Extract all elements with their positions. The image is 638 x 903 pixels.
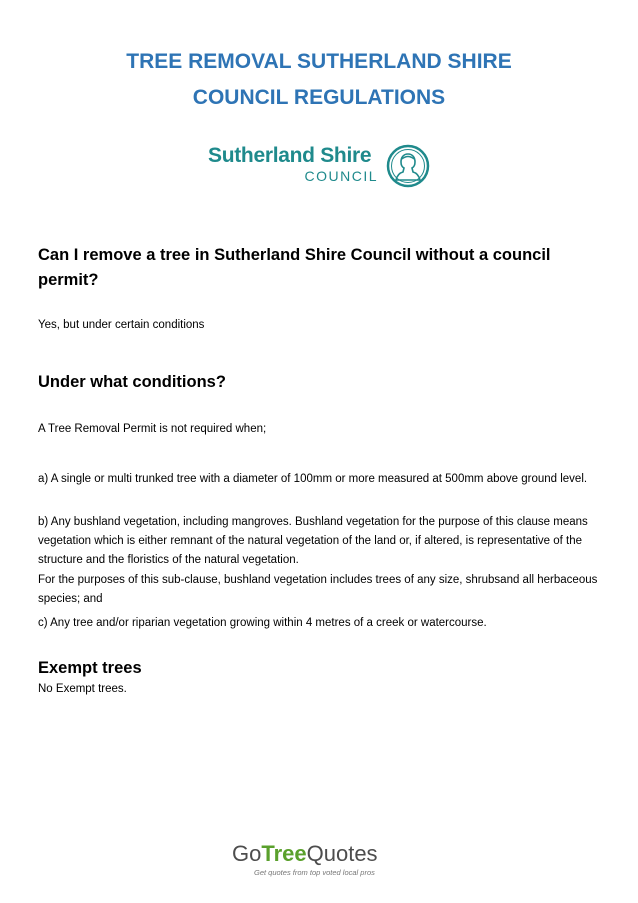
conditions-intro: A Tree Removal Permit is not required when; — [38, 423, 267, 435]
title-line-2: COUNCIL REGULATIONS — [192, 86, 446, 109]
wordmark-go: Go — [232, 841, 262, 866]
condition-item-b: b) Any bushland vegetation, including mangroves. Bushland vegetation for the purpose of this clause means vegetation which is either remnant of the natural vegetation of the land or, if altered, is representative of the structure and the floristics of the natural vegetation. — [38, 516, 588, 566]
document-title — [0, 44, 638, 116]
condition-item-c: c) Any tree and/or riparian vegetation growing within 4 metres of a creek or watercourse. — [38, 617, 487, 629]
council-logo-subtitle: COUNCIL — [304, 168, 378, 184]
section-heading-permit: Can I remove a tree in Sutherland Shire Council without a council permit? — [38, 246, 551, 289]
wordmark-tree: Tree — [261, 841, 307, 866]
permit-answer: Yes, but under certain conditions — [38, 319, 205, 331]
exempt-text: No Exempt trees. — [38, 683, 127, 695]
section-heading-exempt: Exempt trees — [38, 659, 142, 677]
title-line-1: TREE REMOVAL SUTHERLAND SHIRE — [126, 50, 512, 73]
wordmark-quotes: Quotes — [306, 841, 378, 866]
gotreequotes-logo — [232, 841, 412, 881]
sutherland-shire-council-logo — [208, 142, 430, 192]
gotreequotes-wordmark — [232, 841, 378, 867]
council-logo-name: Sutherland Shire — [208, 144, 372, 167]
gotreequotes-tagline: Get quotes from top voted local pros — [254, 868, 375, 877]
council-emblem-icon — [386, 144, 430, 188]
section-heading-conditions: Under what conditions? — [38, 373, 226, 391]
condition-item-a: a) A single or multi trunked tree with a diameter of 100mm or more measured at 500mm above ground level. — [38, 473, 588, 485]
condition-subclause: For the purposes of this sub-clause, bushland vegetation includes trees of any size, shrubsand all herbaceous species; and — [38, 574, 598, 605]
